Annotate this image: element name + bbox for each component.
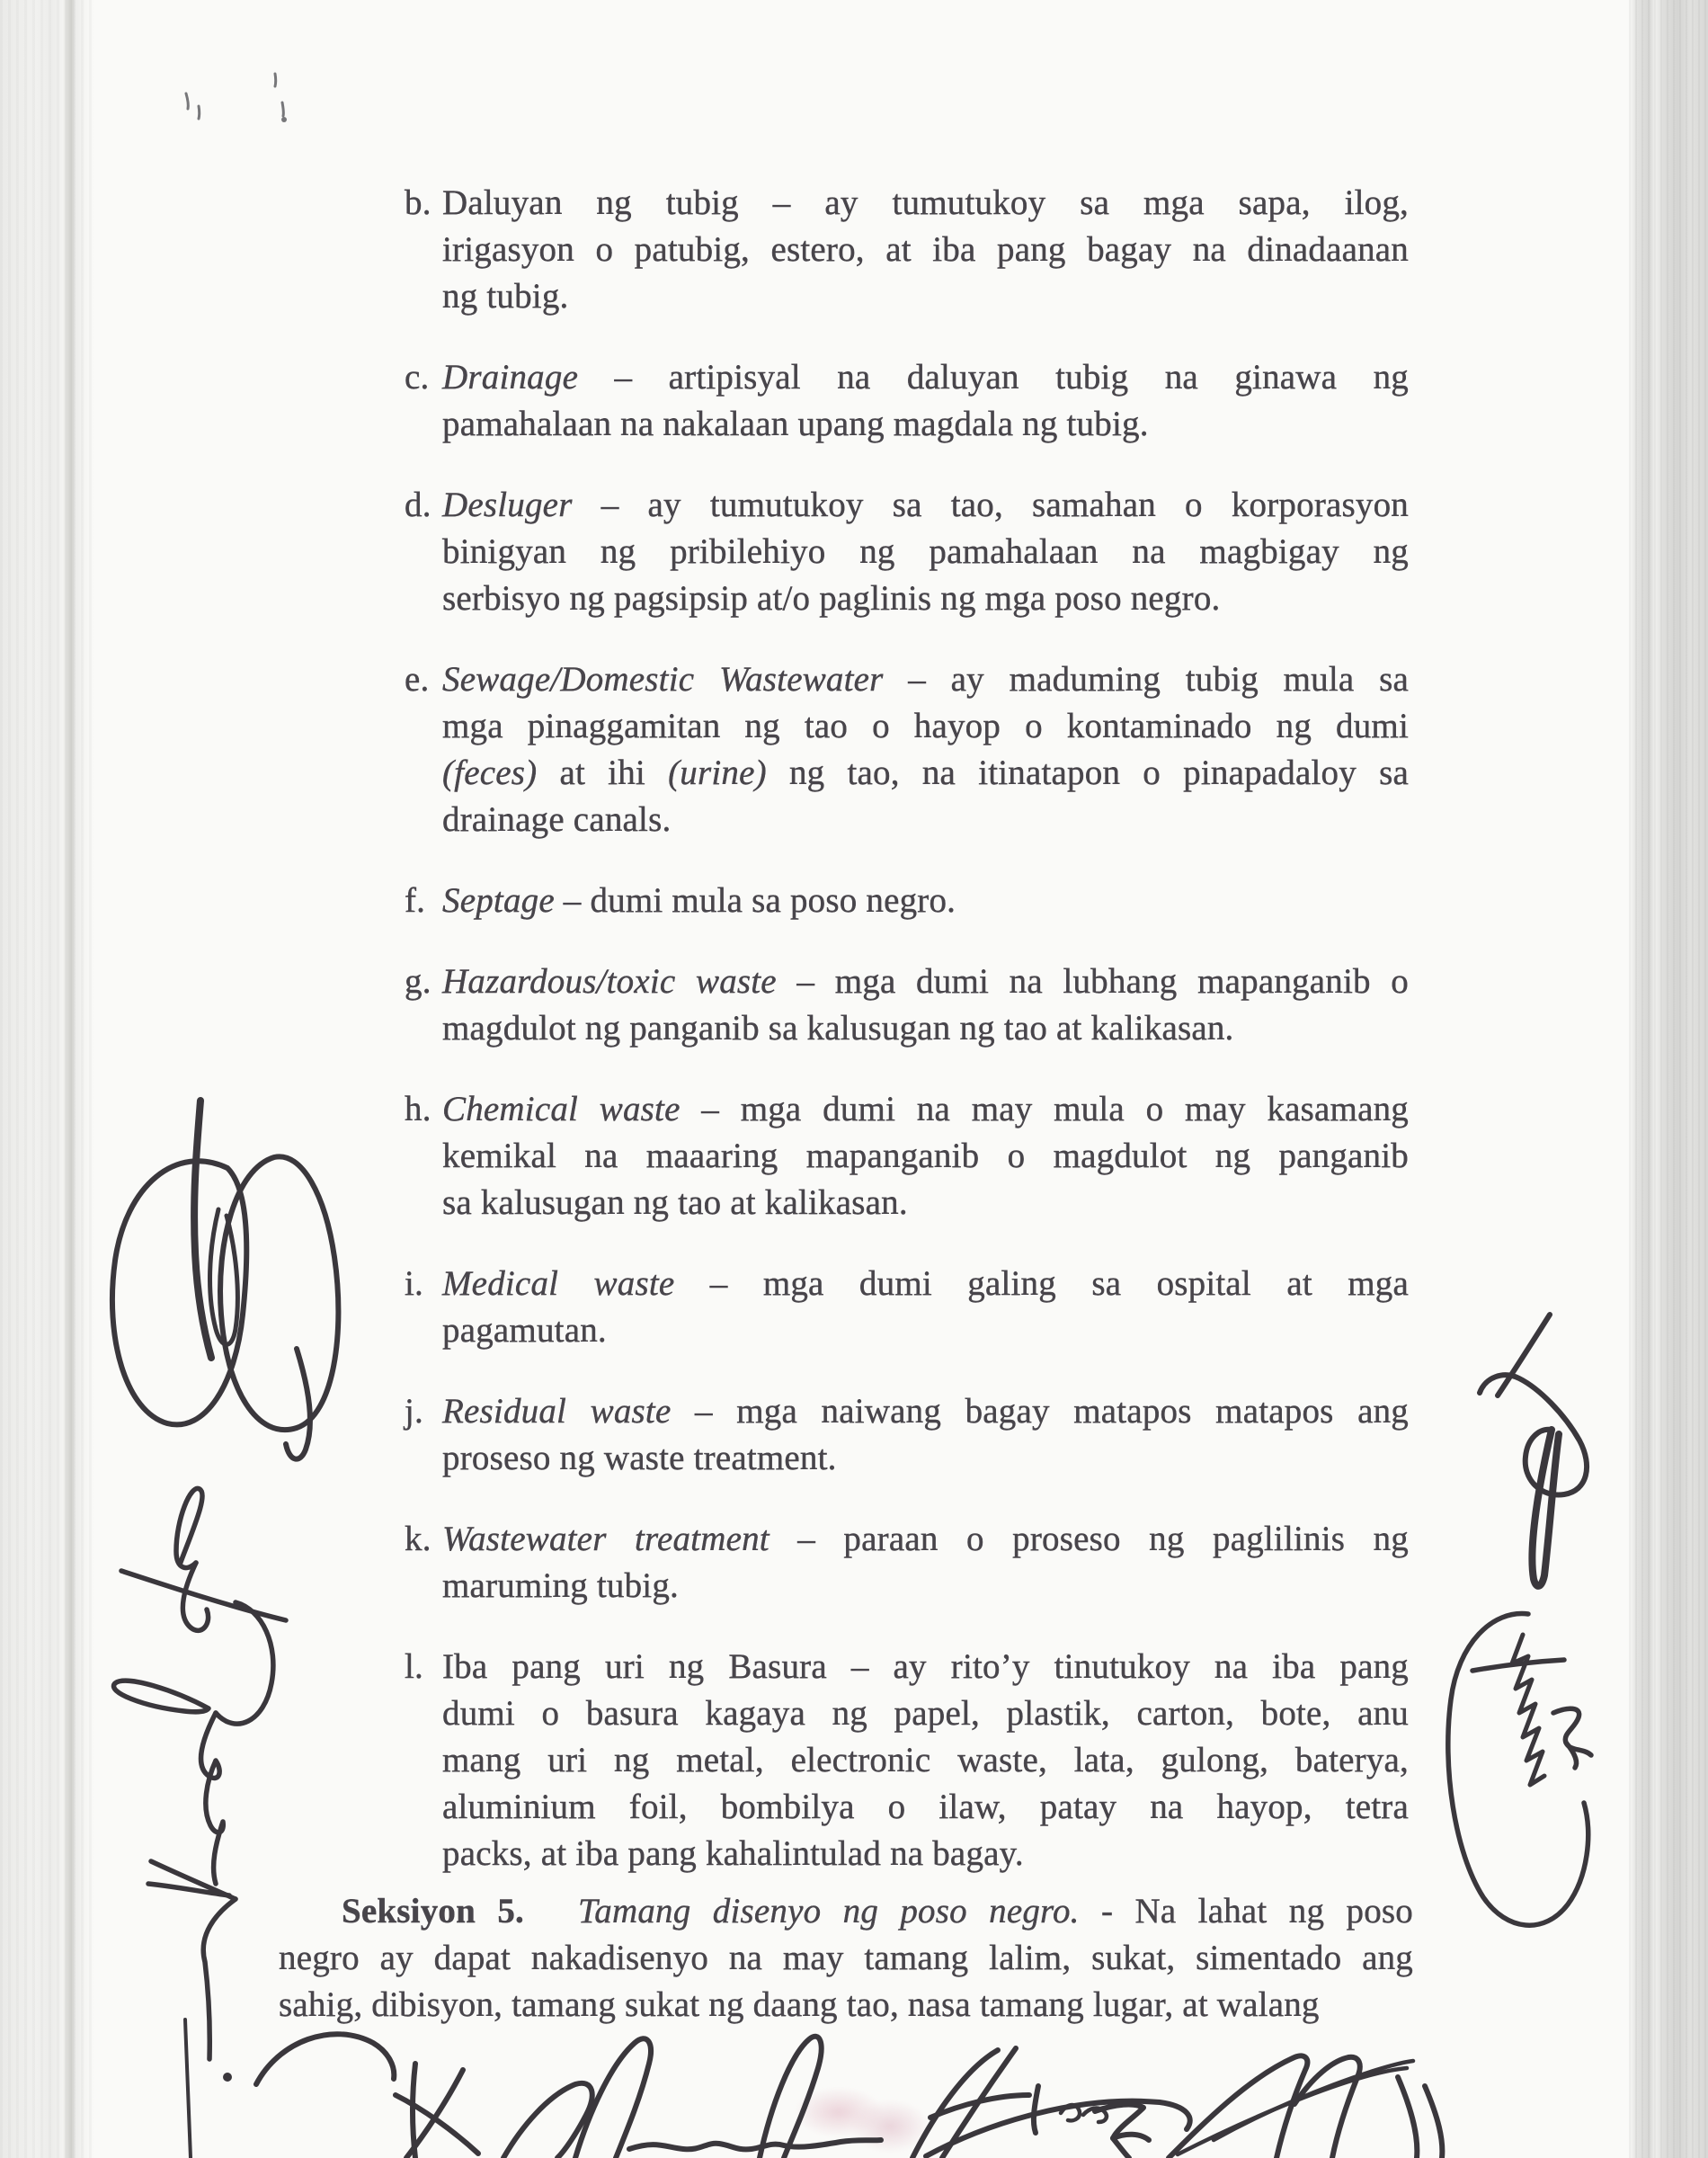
signature-left-lower-icon — [114, 1488, 286, 2059]
text-segment: (urine) — [668, 754, 767, 792]
text-segment: sahig, dibisyon, tamang sukat ng daang tao, nasa tamang lugar, at walang — [279, 1985, 1320, 2024]
list-letter: g. — [405, 962, 431, 1001]
text-segment: Iba pang uri ng Basura – ay rito’y tinutukoy na iba pang — [442, 1647, 1409, 1686]
text-segment: - Na lahat ng poso — [1079, 1892, 1413, 1931]
text-segment: serbisyo ng pagsipsip at/o paglinis ng mga poso negro. — [442, 579, 1221, 618]
pen-specks-icon — [186, 74, 287, 122]
text-segment: packs, at iba pang kahalintulad na bagay. — [442, 1834, 1024, 1873]
text-segment: Septage — [442, 881, 555, 920]
text-segment: – mga dumi na lubhang mapanganib o — [776, 962, 1409, 1001]
list-letter: f. — [405, 881, 426, 920]
text-segment: – ay tumutukoy sa tao, samahan o korporasyon — [572, 486, 1409, 524]
text-segment: drainage canals. — [442, 800, 672, 839]
text-segment: Desluger — [442, 486, 573, 524]
text-segment: Medical waste — [442, 1264, 675, 1303]
list-letter: e. — [405, 660, 430, 699]
text-segment: irigasyon o patubig, estero, at iba pang bagay na dinadaanan — [442, 230, 1409, 269]
text-segment: – ay maduming tubig mula sa — [883, 660, 1409, 699]
text-segment: Residual waste — [442, 1392, 672, 1431]
text-segment: sa kalusugan ng tao at kalikasan. — [442, 1183, 908, 1222]
text-segment: binigyan ng pribilehiyo ng pamahalaan na magbigay ng — [442, 532, 1409, 571]
list-letter: d. — [405, 486, 431, 524]
text-segment: at ihi — [537, 754, 669, 792]
text-segment: pamahalaan na nakalaan upang magdala ng tubig. — [442, 405, 1149, 443]
text-segment: pagamutan. — [442, 1311, 607, 1350]
list-letter: b. — [405, 183, 431, 222]
text-segment: aluminium foil, bombilya o ilaw, patay na hayop, tetra — [442, 1788, 1409, 1826]
text-segment: – artipisyal na daluyan tubig na ginawa ng — [578, 358, 1409, 397]
text-segment: – mga dumi galing sa ospital at mga — [674, 1264, 1409, 1303]
text-segment: magdulot ng panganib sa kalusugan ng tao at kalikasan. — [442, 1009, 1234, 1048]
list-letter: j. — [405, 1392, 423, 1431]
text-segment: Wastewater treatment — [442, 1520, 769, 1558]
text-segment: – mga dumi na may mula o may kasamang — [680, 1090, 1409, 1128]
text-segment: proseso ng waste treatment. — [442, 1439, 837, 1477]
text-segment: – mga naiwang bagay matapos matapos ang — [671, 1392, 1409, 1431]
text-segment: Daluyan ng tubig – ay tumutukoy sa mga sapa, ilog, — [442, 183, 1409, 222]
text-segment: mang uri ng metal, electronic waste, lata, gulong, baterya, — [442, 1741, 1409, 1779]
signature-right-upper-icon — [1480, 1315, 1587, 1586]
text-segment: negro ay dapat nakadisenyo na may tamang lalim, sukat, simentado ang — [279, 1939, 1413, 1977]
text-segment: ng tao, na itinatapon o pinapadaloy sa — [766, 754, 1409, 792]
text-segment: Chemical waste — [442, 1090, 681, 1128]
list-letter: l. — [405, 1647, 423, 1686]
signature-bottom-row-icon — [185, 2020, 1442, 2158]
text-segment: Hazardous/toxic waste — [442, 962, 777, 1001]
text-segment: dumi o basura kagaya ng papel, plastik, carton, bote, anu — [442, 1694, 1409, 1733]
list-letter: c. — [405, 358, 430, 397]
list-letter: h. — [405, 1090, 431, 1128]
text-segment: mga pinaggamitan ng tao o hayop o kontaminado ng dumi — [442, 707, 1409, 745]
text-segment: (feces) — [442, 754, 538, 792]
text-segment: Drainage — [442, 358, 579, 397]
signature-left-upper-icon — [112, 1101, 338, 1459]
list-letter: k. — [405, 1520, 431, 1558]
text-segment: – dumi mula sa poso negro. — [554, 881, 956, 920]
text-segment: ng tubig. — [442, 277, 569, 316]
signature-right-lower-icon — [1448, 1614, 1591, 1926]
list-letter: i. — [405, 1264, 423, 1303]
text-segment: Tamang disenyo ng poso negro. — [577, 1892, 1080, 1931]
text-segment: Sewage/Domestic Wastewater — [442, 660, 884, 699]
text-segment: maruming tubig. — [442, 1566, 679, 1605]
text-segment: – paraan o proseso ng paglilinis ng — [769, 1520, 1410, 1558]
text-segment: kemikal na maaaring mapanganib o magdulot ng panganib — [442, 1137, 1409, 1175]
text-segment: Seksiyon 5. — [342, 1892, 524, 1931]
